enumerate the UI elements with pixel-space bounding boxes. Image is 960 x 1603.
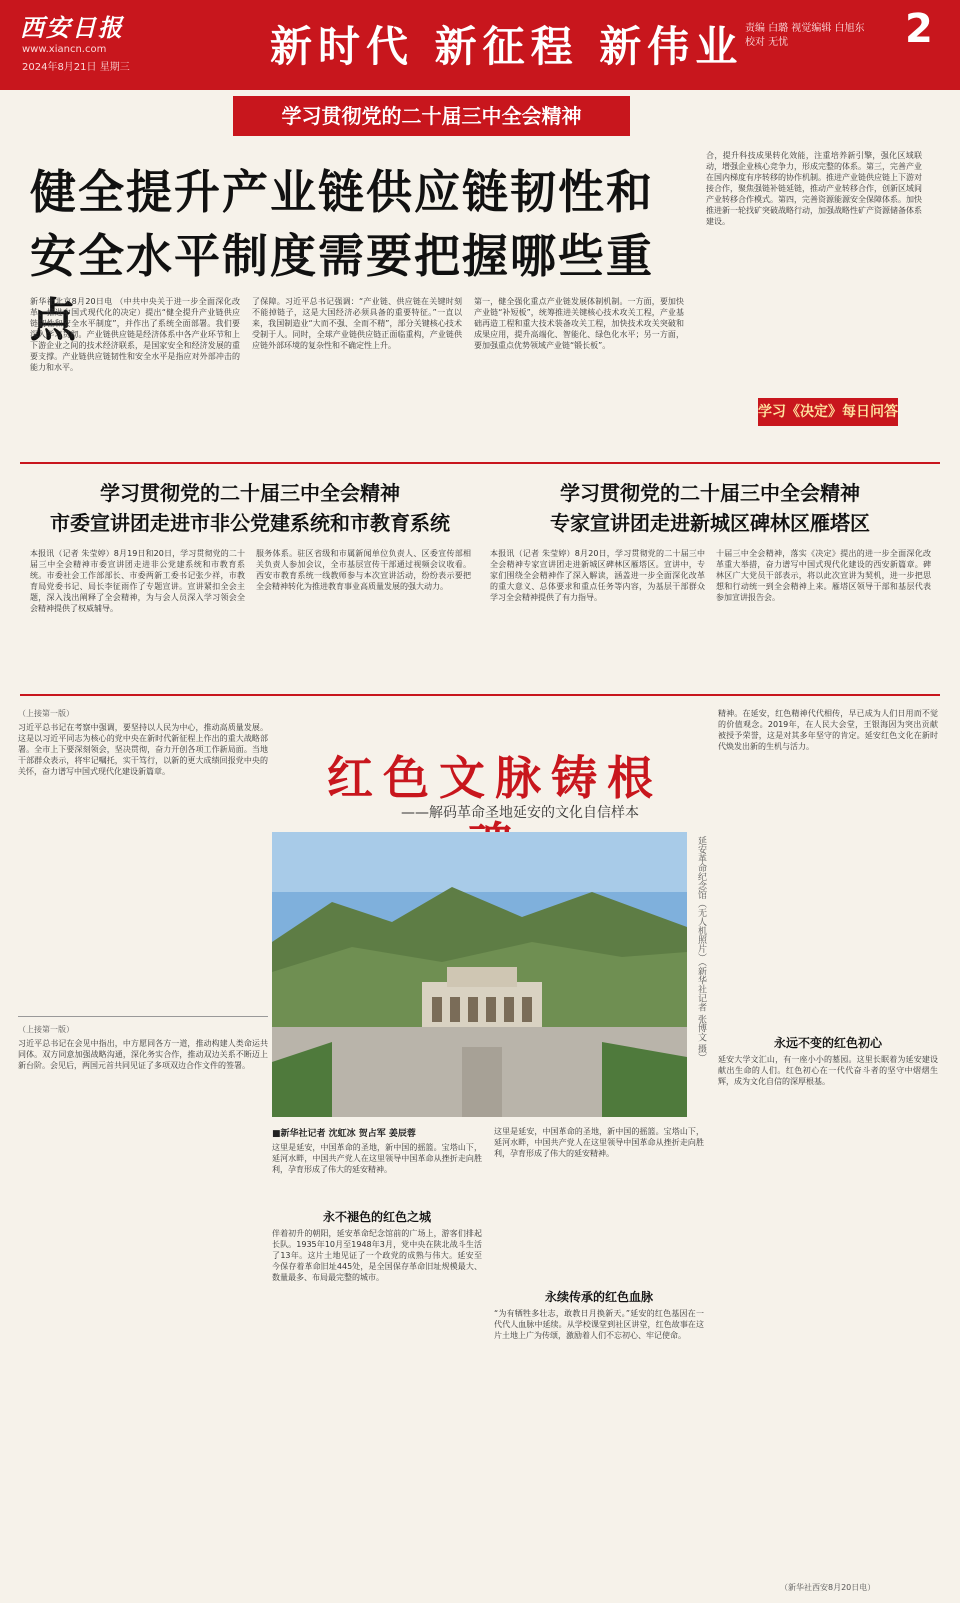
lead-column-4: 合，提升科技成果转化效能，注重培养新引擎，强化区域联动，增强企业核心竞争力，形成完整的体系。第三，完善产业在国内梯度有序转移的协作机制。推进产业链供应链上下游对接合作，聚焦强链补链延链，推动产业转移合作，创新区域间产业转移合作模式。第四，完善资源能源安全保障体系。加快推进新一轮找矿突破战略行动，加强战略性矿产资源储备体系建设。 [706,151,922,226]
right-story-column-2: 十届三中全会精神，落实《决定》提出的进一步全面深化改革重大举措，奋力谱写中国式现代化建设的西安新篇章。碑林区广大党员干部表示，将以此次宣讲为契机，进一步把思想和行动统一到全会精神上来。雁塔区领导干部和基层代表参加宣讲报告会。 [716,549,931,602]
left-story-headline-line-1: 学习贯彻党的二十届三中全会精神 [100,481,400,505]
lead-headline-line-2: 安全水平制度需要把握哪些重点 [30,229,654,347]
section-banner: 学习贯彻党的二十届三中全会精神 [233,96,630,136]
site-url[interactable]: www.xiancn.com [22,44,107,55]
continued-divider [18,1016,268,1017]
lead-column-1: 新华社北京8月20日电 （中共中央关于进一步全面深化改革、推进中国式现代化的决定）提出“健全提升产业链供应链韧性和安全水平制度”，并作出了系统全面部署。我们要深入学习贯彻。产业链供应链是经济体系中各产业环节和上下游企业之间的技术经济联系，是国家安全和经济发展的重要支撑。产业链供应链韧性和安全水平是指应对外部冲击的能力和水平。 [30,297,240,372]
section-divider-2 [20,694,940,696]
photo-illustration [272,832,687,1117]
feature-dateline: （新华社西安8月20日电） [780,1583,876,1592]
feature-title: 红色文脉铸根 [327,751,663,805]
lead-column-3: 第一，健全强化重点产业链发展体制机制。一方面，要加快产业链“补短板”，统筹推进关键核心技术攻关工程，产业基础再造工程和重大技术装备攻关工程，加快技术攻关突破和成果应用，提升高端化、智能化、绿色化水平；另一方面，要加强重点优势领域产业链“锻长板”。 [474,297,684,350]
continued-tag-1: （上接第一版） [18,709,74,718]
feature-byline: ■新华社记者 沈虹冰 贺占军 姜辰蓉 [272,1129,416,1139]
newspaper-logo[interactable]: 西安日报 [20,13,124,42]
feature-section-1-heading: 永不褪色的红色之城 [322,1210,431,1224]
feature-section-3-heading: 永远不变的红色初心 [773,1036,882,1050]
daily-qa-tag: 学习《决定》每日问答 [758,398,898,426]
page-number: 2 [905,6,933,52]
editor-line-1: 责编 白璐 视觉编辑 白旭东 [745,23,865,34]
left-story-column-1: 本报讯（记者 朱莹婷）8月19日和20日，学习贯彻党的二十届三中全会精神市委宣讲团走进非公党建系统和市教育系统。市委社会工作部部长、市委两新工委书记张少祥，市教育局党委书记、局长李征雨作了专题宣讲。宣讲紧扣全会主题，深入浅出阐释了全会精神，为与会人员深入学习领会全会精神提供了权威辅导。 [30,549,245,613]
yanan-memorial-photo [272,832,687,1117]
continued-text-1: 习近平总书记在考察中强调，要坚持以人民为中心，推动高质量发展。这是以习近平同志为核心的党中央在新时代新征程上作出的重大战略部署。全市上下要深刻领会，坚决贯彻，奋力开创各项工作新局面。当地干部群众表示，将牢记嘱托，实干笃行，以新的更大成绩回报党中央的关怀，奋力谱写中国式现代化建设新篇章。 [18,723,268,776]
section-divider [20,462,940,464]
issue-date: 2024年8月21日 星期三 [22,62,130,73]
feature-section-3-text: 延安大学文汇山，有一座小小的墓园。这里长眠着为延安建设献出生命的人们。红色初心在一代代奋斗者的坚守中熠熠生辉，成为文化自信的深厚根基。 [718,1055,938,1086]
feature-column-2-top: 这里是延安，中国革命的圣地，新中国的摇篮。宝塔山下，延河水畔，中国共产党人在这里领导中国革命从挫折走向胜利，孕育形成了伟大的延安精神。 [494,1127,704,1158]
feature-section-2-text: “为有牺牲多壮志，敢教日月换新天。”延安的红色基因在一代代人血脉中延续。从学校课堂到社区讲堂，红色故事在这片土地上广为传颂，激励着人们不忘初心、牢记使命。 [494,1309,704,1340]
feature-section-1-text: 伴着初升的朝阳，延安革命纪念馆前的广场上，游客们排起长队。1935年10月至1948年3月，党中央在陕北战斗生活了13年。这片土地见证了一个政党的成熟与伟大。延安至今保存着革命旧址445处，是全国保存革命旧址规模最大、数量最多、布局最完整的城市。 [272,1229,482,1282]
lead-column-2: 了保障。习近平总书记强调：“产业链、供应链在关键时刻不能掉链子，这是大国经济必须具备的重要特征。”一直以来，我国制造业“大而不强、全而不精”，部分关键核心技术受制于人。同时，全球产业链供应链正面临重构，产业链供应链外部环境的复杂性和不确定性上升。 [252,297,462,350]
feature-subtitle: ——解码革命圣地延安的文化自信样本 [401,805,639,821]
feature-right-column: 精神。在延安，红色精神代代相传，早已成为人们日用而不觉的价值观念。2019年，在人民大会堂，王银海因为突出贡献被授予荣誉，这是对其多年坚守的肯定。延安红色文化在新时代焕发出新的生机与活力。 [718,709,938,751]
left-story-headline-line-2: 市委宣讲团走进市非公党建系统和市教育系统 [50,511,450,535]
left-story-column-2: 服务体系。驻区省级和市属新闻单位负责人、区委宣传部相关负责人参加会议，全市基层宣传干部通过视频会议收看。西安市教育系统一线教师参与本次宣讲活动，纷纷表示要把全会精神转化为推进教育事业高质量发展的强大动力。 [256,549,471,591]
editor-line-2: 校对 无忧 [745,37,789,48]
right-story-headline-line-2: 专家宣讲团走进新城区碑林区雁塔区 [550,511,870,535]
right-story-headline [490,478,930,538]
right-story-headline-line-1: 学习贯彻党的二十届三中全会精神 [560,481,860,505]
continued-tag-2: （上接第一版） [18,1025,74,1034]
photo-caption: 延安革命纪念馆（无人机照片）（新华社记者 张博文 摄） [696,836,706,1063]
editor-credits [745,22,865,50]
feature-section-2-heading: 永续传承的红色血脉 [544,1290,653,1304]
continued-text-2: 习近平总书记在会见中指出，中方愿同各方一道，推动构建人类命运共同体。双方同意加强战略沟通，深化务实合作，推动双边关系不断迈上新台阶。会见后，两国元首共同见证了多项双边合作文件的签署。 [18,1039,268,1070]
left-story-headline [30,478,470,538]
page-slogan: 新时代 新征程 新伟业 [270,22,744,71]
lead-headline-line-1: 健全提升产业链供应链韧性和 [30,165,654,219]
feature-intro: 这里是延安，中国革命的圣地，新中国的摇篮。宝塔山下，延河水畔，中国共产党人在这里领导中国革命从挫折走向胜利，孕育形成了伟大的延安精神。 [272,1143,482,1174]
right-story-column-1: 本报讯（记者 朱莹婷）8月20日，学习贯彻党的二十届三中全会精神专家宣讲团走进新城区碑林区雁塔区。宣讲中，专家们围绕全会精神作了深入解读，涵盖进一步全面深化改革的重大意义、总体要求和重点任务等内容，为基层干部群众学习全会精神提供了有力指导。 [490,549,705,602]
